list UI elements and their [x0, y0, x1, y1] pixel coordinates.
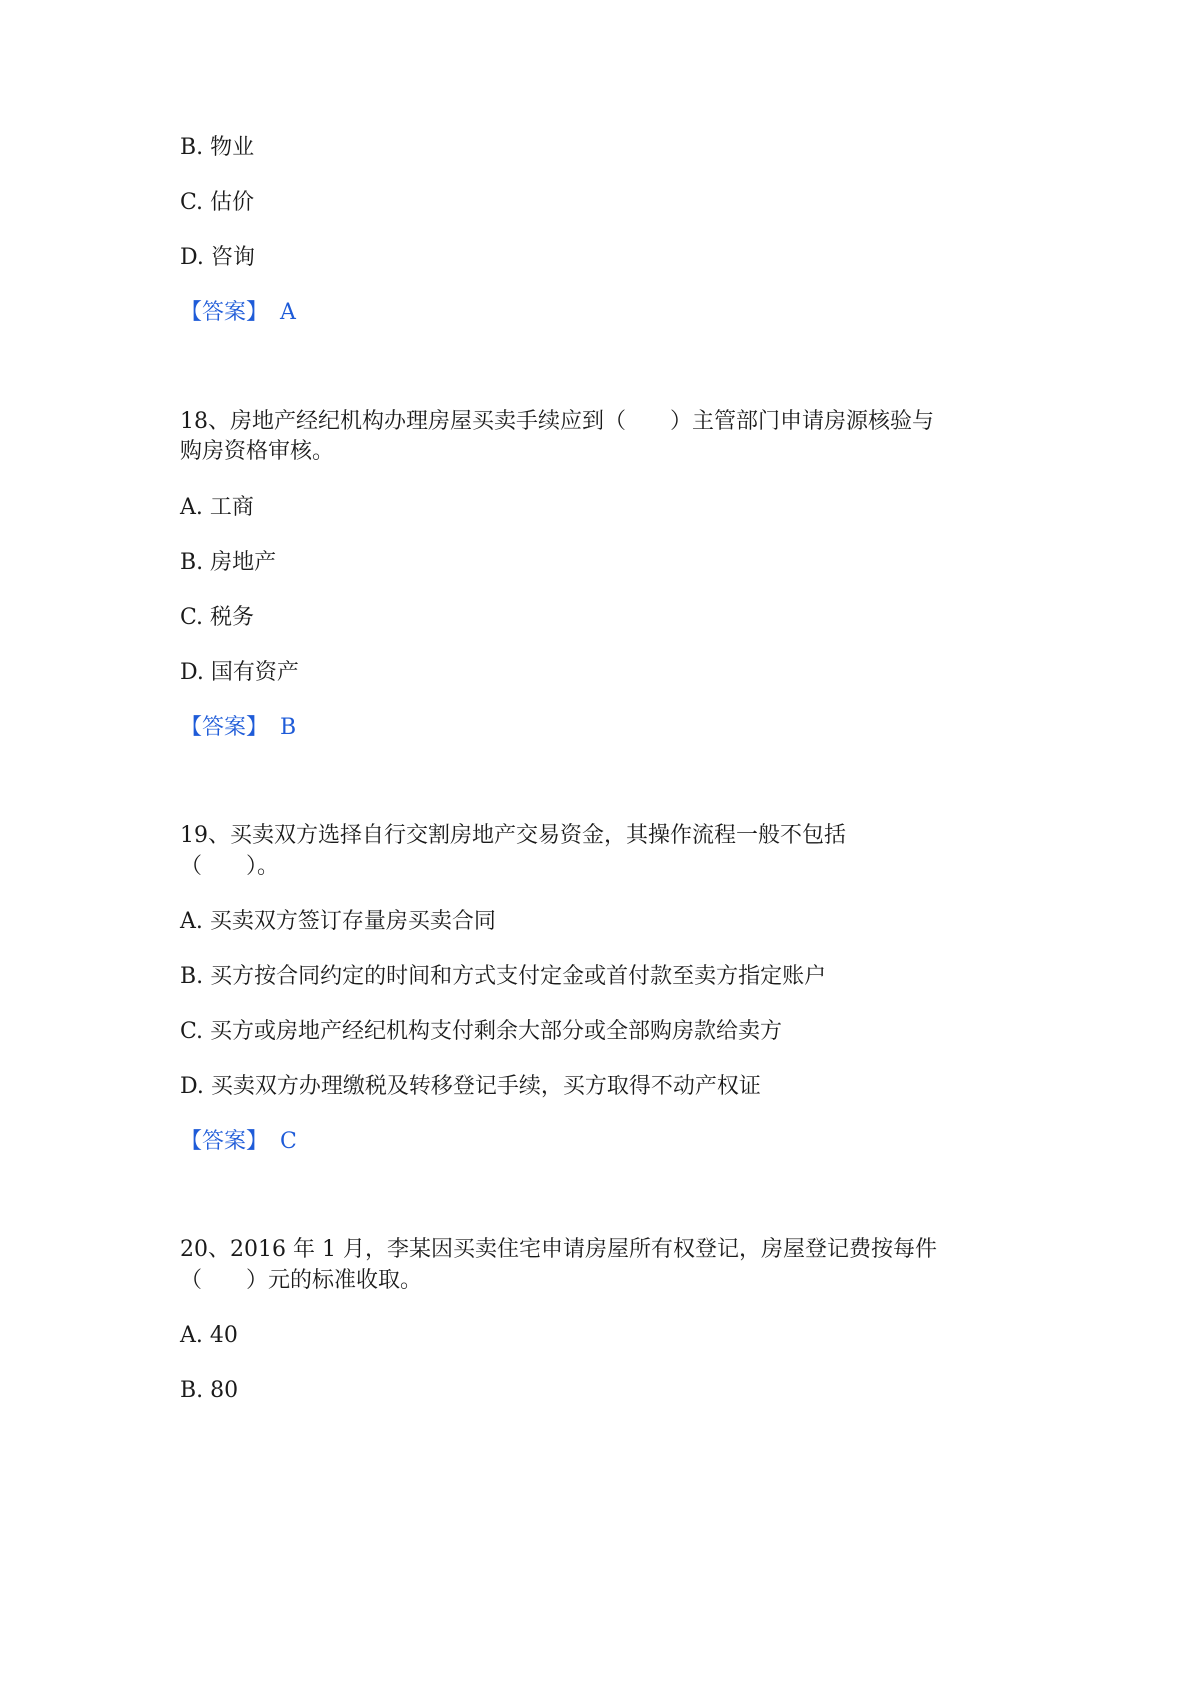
question-18-line-2: 购房资格审核。 — [180, 439, 335, 464]
option-c-shuiwu: C. 税务 — [180, 605, 255, 630]
option-d-zixun: D. 咨询 — [180, 245, 255, 270]
option-c-gujia: C. 估价 — [180, 190, 255, 215]
option-c-pay-remainder: C. 买方或房地产经纪机构支付剩余大部分或全部购房款给卖方 — [180, 1019, 783, 1044]
question-20-line-1: 20、2016 年 1 月，李某因买卖住宅申请房屋所有权登记，房屋登记费按每件 — [180, 1237, 937, 1262]
answer-18 — [180, 712, 296, 744]
question-18-line-1: 18、房地产经纪机构办理房屋买卖手续应到（ ）主管部门申请房源核验与 — [180, 409, 934, 434]
option-b-pay-deposit: B. 买方按合同约定的时间和方式支付定金或首付款至卖方指定账户 — [180, 964, 827, 989]
option-b-wuye: B. 物业 — [180, 135, 255, 160]
option-a-gongshang: A. 工商 — [180, 495, 254, 520]
answer-value: B — [280, 715, 297, 740]
answer-value: A — [280, 300, 296, 325]
answer-value: C — [280, 1129, 297, 1154]
answer-label: 【答案】 — [180, 715, 269, 740]
question-19-line-1: 19、买卖双方选择自行交割房地产交易资金，其操作流程一般不包括 — [180, 823, 846, 848]
option-d-transfer-registration: D. 买卖双方办理缴税及转移登记手续，买方取得不动产权证 — [180, 1074, 761, 1099]
answer-17 — [180, 297, 296, 329]
option-d-guoyouzichan: D. 国有资产 — [180, 660, 299, 685]
option-b-80: B. 80 — [180, 1378, 239, 1403]
option-b-fangdichan: B. 房地产 — [180, 550, 277, 575]
option-a-sign-contract: A. 买卖双方签订存量房买卖合同 — [180, 909, 496, 934]
question-19-line-2: （ ）。 — [180, 854, 280, 879]
answer-label: 【答案】 — [180, 300, 269, 325]
option-a-40: A. 40 — [180, 1323, 238, 1348]
question-20-line-2: （ ）元的标准收取。 — [180, 1268, 423, 1293]
answer-19 — [180, 1126, 297, 1158]
answer-label: 【答案】 — [180, 1129, 269, 1154]
